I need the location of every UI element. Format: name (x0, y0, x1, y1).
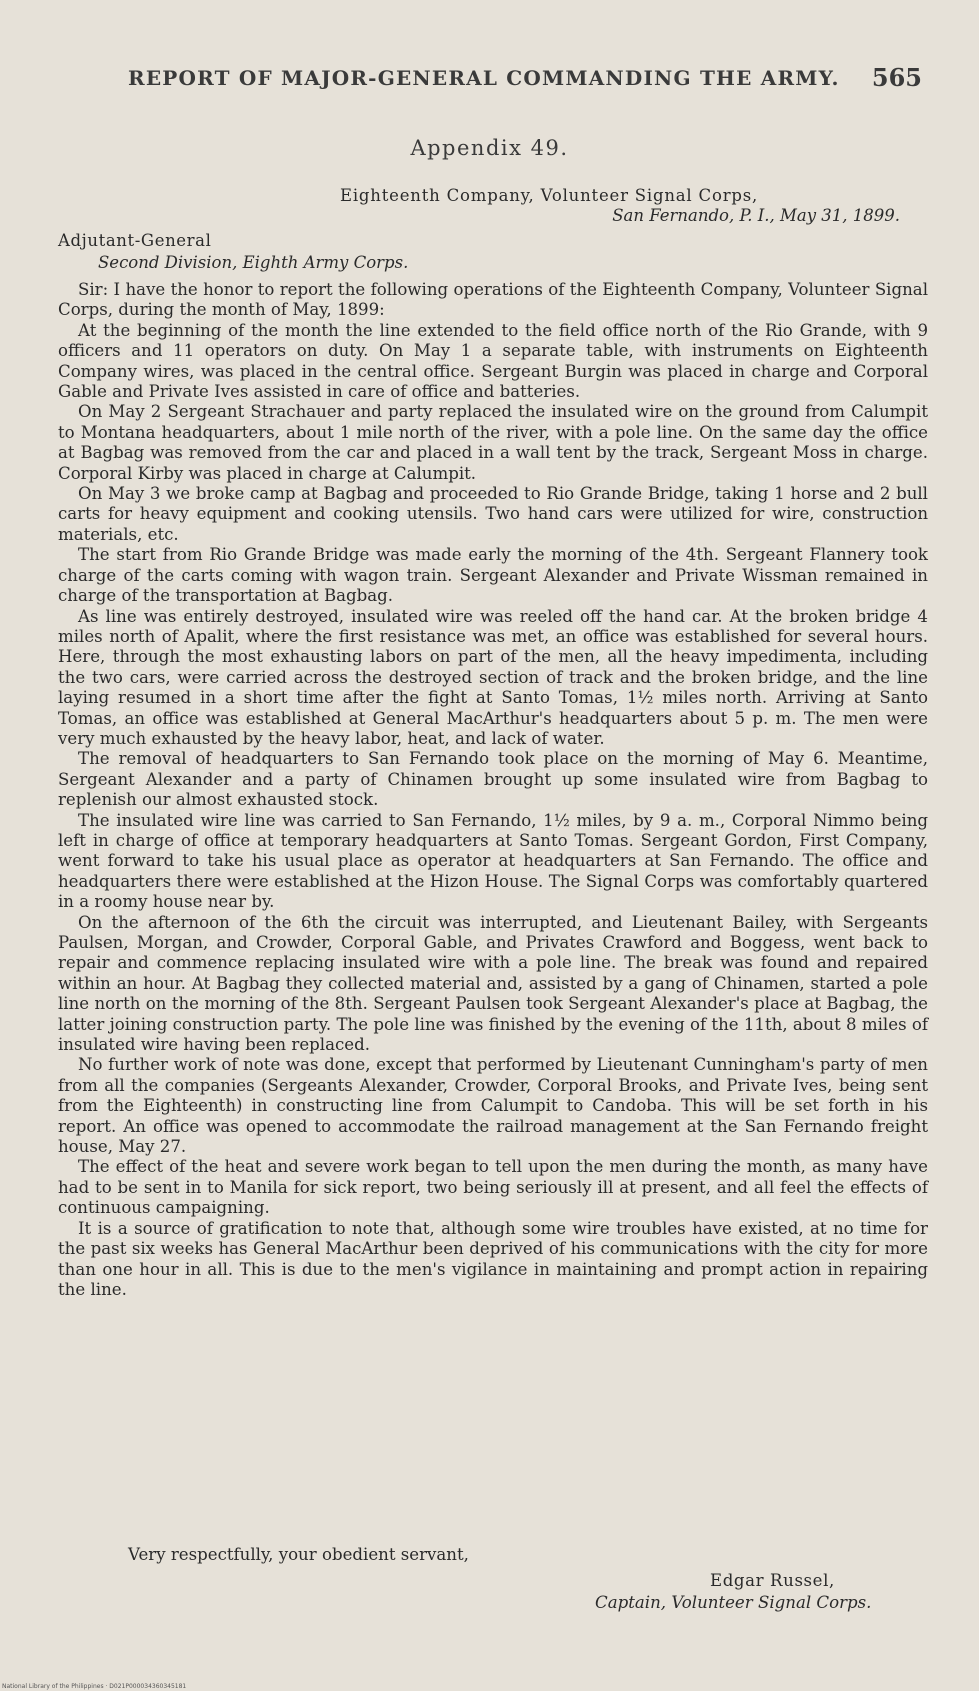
addressee-line-1: Adjutant-General (58, 231, 212, 250)
closing: Very respectfully, your obedient servant, (128, 1545, 469, 1564)
running-head (128, 63, 928, 92)
scan-footer: National Library of the Philippines · D021P000034360345181 (2, 1683, 187, 1690)
signature-block (560, 1570, 920, 1614)
addressee-line-2: Second Division, Eighth Army Corps. (98, 253, 409, 272)
paragraph: On the afternoon of the 6th the circuit was interrupted, and Lieutenant Bailey, with Sergeants Paulsen, Morgan, and Crowder, Corporal Gable, and Privates Crawford and Boggess, went back to repair and commence replacing insulated wire with a pole line. The break was found and repaired within an hour. At Bagbag they collected material and, assisted by a gang of Chinamen, started a pole line north on the morning of the 8th. Sergeant Paulsen took Sergeant Alexander's place at Bagbag, the latter joining construction party. The pole line was finished by the evening of the 11th, about 8 miles of insulated wire having been replaced. (58, 912, 928, 1055)
letter-header (340, 186, 920, 225)
sender-company: Eighteenth Company, Volunteer Signal Corps, (340, 186, 759, 205)
paragraph: At the beginning of the month the line extended to the field office north of the Rio Grande, with 9 officers and 11 operators on duty. On May 1 a separate table, with instruments on Eighteenth Company wires, was placed in the central office. Sergeant Burgin was placed in charge and Corporal Gable and Private Ives assisted in care of office and batteries. (58, 320, 928, 402)
paragraph: Sir: I have the honor to report the following operations of the Eighteenth Company, Volunteer Signal Corps, during the month of May, 1899: (58, 280, 928, 320)
paragraph: The effect of the heat and severe work began to tell upon the men during the month, as many have had to be sent in to Manila for sick report, two being seriously ill at present, and all feel the effects of continuous campaigning. (58, 1157, 928, 1218)
page-number: 565 (871, 63, 922, 92)
paragraph: On May 3 we broke camp at Bagbag and proceeded to Rio Grande Bridge, taking 1 horse and 2 bull carts for heavy equipment and cooking utensils. Two hand cars were utilized for wire, construction materials, etc. (58, 484, 928, 544)
paragraph: The removal of headquarters to San Fernando took place on the morning of May 6. Meantime, Sergeant Alexander and a party of Chinamen brought up some insulated wire from Bagbag to replenish our almost exhausted stock. (58, 749, 928, 810)
letter-body (58, 280, 928, 1300)
signer-title: Captain, Volunteer Signal Corps. (595, 1593, 872, 1612)
addressee (58, 230, 408, 274)
appendix-title: Appendix 49. (410, 136, 569, 160)
paragraph: As line was entirely destroyed, insulated wire was reeled off the hand car. At the broken bridge 4 miles north of Apalit, where the first resistance was met, an office was established for several hours. Here, through the most exhausting labors on part of the men, all the heavy impedimenta, including the two cars, were carried across the destroyed section of track and the broken bridge, and the line laying resumed in a short time after the fight at Santo Tomas, 1½ miles north. Arriving at Santo Tomas, an office was established at General MacArthur's headquarters about 5 p. m. The men were very much exhausted by the heavy labor, heat, and lack of water. (58, 606, 928, 748)
running-head-title: REPORT OF MAJOR-GENERAL COMMANDING THE ARMY. (128, 66, 840, 90)
paragraph: The start from Rio Grande Bridge was made early the morning of the 4th. Sergeant Flannery took charge of the carts coming with wagon train. Sergeant Alexander and Private Wissman remained in charge of the transportation at Bagbag. (58, 545, 928, 606)
signer-name: Edgar Russel, (710, 1571, 835, 1590)
place-date: San Fernando, P. I., May 31, 1899. (612, 206, 900, 225)
paragraph: It is a source of gratification to note that, although some wire troubles have existed, at no time for the past six weeks has General MacArthur been deprived of his communications with the city for more than one hour in all. This is due to the men's vigilance in maintaining and prompt action in repairing the line. (58, 1218, 928, 1299)
paragraph: On May 2 Sergeant Strachauer and party replaced the insulated wire on the ground from Calumpit to Montana headquarters, about 1 mile north of the river, with a pole line. On the same day the office at Bagbag was removed from the car and placed in a wall tent by the track, Sergeant Moss in charge. Corporal Kirby was placed in charge at Calumpit. (58, 402, 928, 483)
paragraph: No further work of note was done, except that performed by Lieutenant Cunningham's party of men from all the companies (Sergeants Alexander, Crowder, Corporal Brooks, and Private Ives, being sent from the Eighteenth) in constructing line from Calumpit to Candoba. This will be set forth in his report. An office was opened to accommodate the railroad management at the San Fernando freight house, May 27. (58, 1055, 928, 1157)
paragraph: The insulated wire line was carried to San Fernando, 1½ miles, by 9 a. m., Corporal Nimmo being left in charge of office at temporary headquarters at Santo Tomas. Sergeant Gordon, First Company, went forward to take his usual place as operator at headquarters at San Fernando. The office and headquarters there were established at the Hizon House. The Signal Corps was comfortably quartered in a roomy house near by. (58, 810, 928, 912)
